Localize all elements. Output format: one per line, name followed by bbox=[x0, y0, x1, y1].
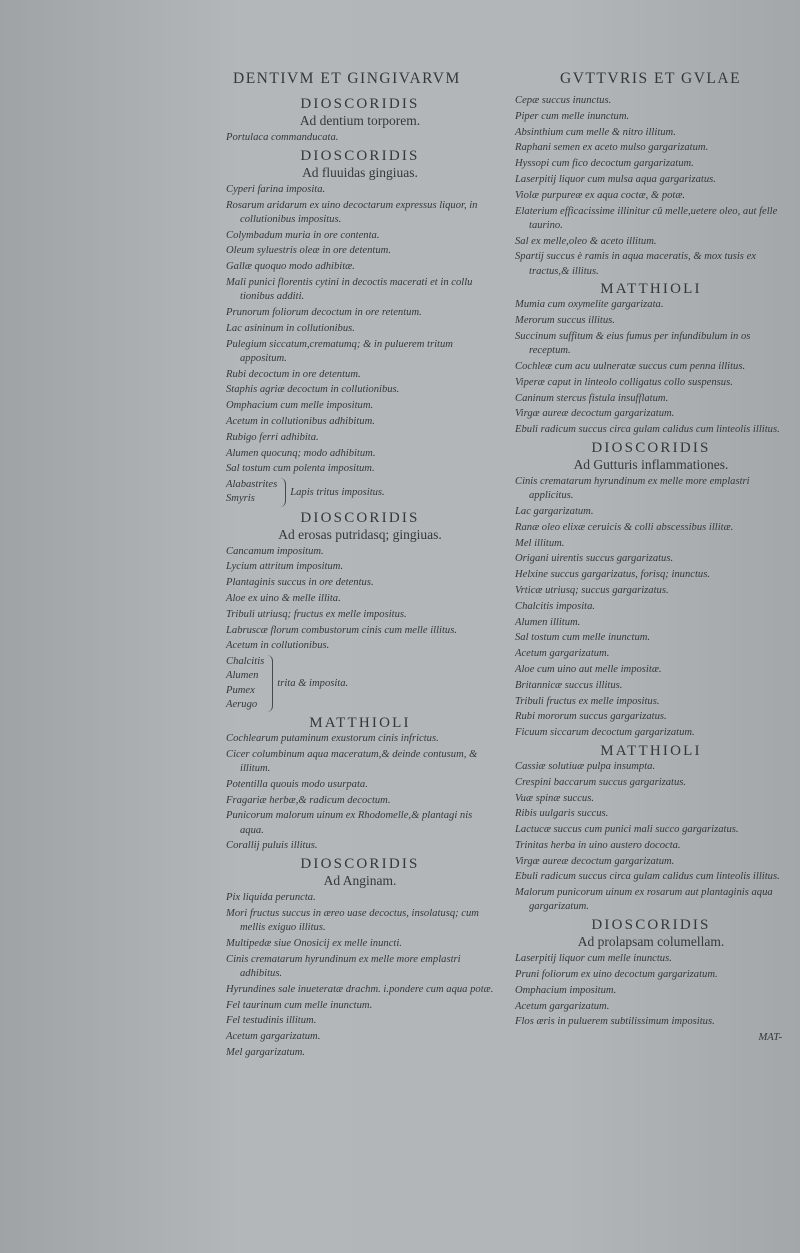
section-title: DIOSCORIDIS bbox=[591, 439, 711, 456]
remedy-entry: Cancamum impositum. bbox=[226, 545, 324, 557]
remedy-entry: Vrticæ utriusq; succus gargarizatus. bbox=[515, 584, 669, 596]
remedy-entry: Acetum gargarizatum. bbox=[226, 1031, 321, 1043]
remedy-entry: Violæ purpureæ ex aqua coctæ, & potæ. bbox=[515, 189, 686, 201]
remedy-entry: Acetum gargarizatum. bbox=[515, 648, 610, 660]
brace-item: Alumen bbox=[226, 670, 259, 682]
section-subtitle: Ad prolapsam columellam. bbox=[577, 934, 725, 950]
brace-result: trita & imposita. bbox=[277, 678, 349, 690]
remedy-entry: Mel illitum. bbox=[515, 537, 565, 549]
remedy-entry: Portulaca commanducata. bbox=[226, 132, 339, 143]
remedy-entry: Rubi decoctum in ore detentum. bbox=[226, 368, 361, 380]
remedy-entry: Tribuli utriusq; fructus ex melle impositus. bbox=[226, 608, 407, 620]
remedy-entry: Origani uirentis succus gargarizatus. bbox=[515, 553, 674, 565]
remedy-entry: Corallij puluis illitus. bbox=[226, 840, 318, 852]
brace-items bbox=[226, 655, 264, 712]
remedy-entry: Potentilla quouis modo usurpata. bbox=[226, 778, 368, 790]
remedy-entry: Mori fructus succus in æreo uase decoctus, insolatusq; cum mellis exiguo illitus. bbox=[226, 907, 479, 934]
remedy-entry: Flos æris in puluerem subtilissimum impositus. bbox=[515, 1016, 715, 1028]
section-title: DIOSCORIDIS bbox=[300, 509, 420, 526]
remedy-entry: Cinis crematarum hyrundinum ex melle more emplastri applicitus. bbox=[515, 475, 750, 502]
remedy-entry: Piper cum melle inunctum. bbox=[515, 110, 630, 122]
section-title: MATTHIOLI bbox=[600, 281, 702, 298]
remedy-entry: Alumen illitum. bbox=[515, 616, 581, 628]
remedy-entry: Laserpitij liquor cum mulsa aqua gargarizatus. bbox=[515, 173, 716, 185]
remedy-entry: Aloe cum uino aut melle impositæ. bbox=[515, 663, 662, 675]
brace-icon bbox=[279, 478, 286, 506]
running-head-left: DENTIVM ET GINGIVARVM bbox=[233, 70, 461, 87]
remedy-entry: Tribuli fructus ex melle impositus. bbox=[515, 695, 660, 707]
left-column bbox=[226, 94, 494, 1062]
remedy-entry: Sal tostum cum polenta impositum. bbox=[226, 463, 375, 475]
brace-group bbox=[226, 655, 494, 712]
remedy-entry: Mumia cum oxymelite gargarizata. bbox=[515, 299, 664, 311]
remedy-entry: Alumen quocunq; modo adhibitum. bbox=[226, 447, 376, 459]
section-subtitle: Ad Anginam. bbox=[323, 873, 397, 889]
remedy-entry: Viperæ caput in linteolo colligatus collo suspensus. bbox=[515, 376, 733, 388]
remedy-entry: Acetum in collutionibus. bbox=[226, 640, 330, 652]
brace-item: Aerugo bbox=[226, 698, 258, 710]
remedy-entry: Fel testudinis illitum. bbox=[226, 1015, 317, 1027]
remedy-entry: Staphis agriæ decoctum in collutionibus. bbox=[226, 384, 400, 396]
remedy-entry: Mel gargarizatum. bbox=[226, 1046, 306, 1058]
remedy-entry: Cicer columbinum aqua maceratum,& deinde contusum, & illitum. bbox=[226, 748, 478, 774]
remedy-entry: Hyrundines sale inueteratæ drachm. i.pondere cum aqua potæ. bbox=[226, 983, 494, 995]
remedy-entry: Crespini baccarum succus gargarizatus. bbox=[515, 776, 687, 788]
remedy-entry: Acetum in collutionibus adhibitum. bbox=[226, 415, 375, 427]
remedy-entry: Oleum syluestris oleæ in ore detentum. bbox=[226, 245, 391, 257]
section-subtitle: Ad Gutturis inflammationes. bbox=[573, 456, 729, 472]
remedy-entry: Ebuli radicum succus circa gulam calidus cum linteolis illitus. bbox=[515, 871, 780, 883]
remedy-entry: Spartij succus è ramis in aqua maceratis, & mox tusis ex tractus,& illitus. bbox=[515, 251, 756, 277]
remedy-entry: Pix liquida peruncta. bbox=[226, 892, 316, 904]
remedy-entry: Punicorum malorum uinum ex Rhodomelle,& plantagi nis aqua. bbox=[226, 810, 473, 836]
remedy-entry: Fel taurinum cum melle inunctum. bbox=[226, 999, 373, 1011]
remedy-entry: Plantaginis succus in ore detentus. bbox=[226, 577, 374, 589]
remedy-entry: Ebuli radicum succus circa gulam calidus cum linteolis illitus. bbox=[515, 424, 780, 436]
brace-item: Chalcitis bbox=[226, 656, 265, 668]
remedy-entry: Labruscæ florum combustorum cinis cum melle illitus. bbox=[226, 624, 457, 636]
remedy-entry: Sal tostum cum melle inunctum. bbox=[515, 632, 651, 644]
section-subtitle: Ad erosas putridasq; gingiuas. bbox=[278, 526, 442, 542]
remedy-entry: Mali punici florentis cytini in decoctis macerati et in collu tionibus additi. bbox=[226, 276, 473, 303]
remedy-entry: Rosarum aridarum ex uino decoctarum expressus liquor, in collutionibus impositus. bbox=[226, 199, 478, 225]
remedy-entry: Acetum gargarizatum. bbox=[515, 1000, 610, 1012]
remedy-entry: Helxine succus gargarizatus, forisq; inunctus. bbox=[515, 569, 710, 581]
remedy-entry: Cochleæ cum acu uulneratæ succus cum penna illitus. bbox=[515, 360, 746, 372]
remedy-entry: Pruni foliorum ex uino decoctum gargarizatum. bbox=[515, 969, 718, 981]
brace-icon bbox=[266, 655, 273, 712]
section-title: DIOSCORIDIS bbox=[300, 856, 420, 873]
brace-item: Smyris bbox=[226, 493, 255, 505]
remedy-entry: Sal ex melle,oleo & aceto illitum. bbox=[515, 235, 657, 247]
remedy-entry: Cassiæ solutiuæ pulpa insumpta. bbox=[515, 760, 656, 772]
remedy-entry: Succinum suffitum & eius fumus per infundibulum in os receptum. bbox=[515, 330, 751, 357]
remedy-entry: Laserpitij liquor cum melle inunctus. bbox=[515, 953, 672, 965]
brace-items bbox=[226, 478, 277, 506]
section-subtitle: Ad dentium torporem. bbox=[299, 113, 421, 128]
remedy-entry: Lactucæ succus cum punici mali succo gargarizatus. bbox=[515, 824, 739, 836]
section-title: MATTHIOLI bbox=[600, 742, 702, 759]
brace-group bbox=[226, 478, 494, 506]
remedy-entry: Multipedæ siue Onosicij ex melle inuncti. bbox=[226, 937, 402, 949]
remedy-entry: Elaterium efficacissime illinitur cū melle,uetere oleo, aut felle taurino. bbox=[515, 205, 778, 231]
remedy-entry: Lac gargarizatum. bbox=[515, 505, 594, 517]
brace-result: Lapis tritus impositus. bbox=[290, 486, 385, 498]
remedy-entry: Gallæ quoquo modo adhibitæ. bbox=[226, 261, 355, 273]
remedy-entry: Virgæ aureæ decoctum gargarizatum. bbox=[515, 855, 675, 867]
remedy-entry: Ribis uulgaris succus. bbox=[515, 808, 609, 820]
section-subtitle: Ad fluuidas gingiuas. bbox=[302, 164, 418, 180]
remedy-entry: Ranæ oleo elixæ ceruicis & colli abscessibus illitæ. bbox=[515, 521, 734, 533]
remedy-entry: Britannicæ succus illitus. bbox=[515, 679, 623, 691]
remedy-entry: Caninum stercus fistula insufflatum. bbox=[515, 392, 669, 404]
remedy-entry: Chalcitis imposita. bbox=[515, 600, 596, 612]
remedy-entry: Cochlearum putaminum exustorum cinis infrictus. bbox=[226, 732, 439, 744]
remedy-entry: Omphacium cum melle impositum. bbox=[226, 400, 374, 412]
remedy-entry: Fragariæ herbæ,& radicum decoctum. bbox=[226, 794, 391, 806]
remedy-entry: Malorum punicorum uinum ex rosarum aut plantaginis aqua gargarizatum. bbox=[515, 887, 773, 913]
remedy-entry: Merorum succus illitus. bbox=[515, 315, 615, 327]
remedy-entry: Lac asininum in collutionibus. bbox=[226, 322, 355, 334]
remedy-entry: Rubigo ferri adhibita. bbox=[226, 431, 319, 443]
remedy-entry: Rubi mororum succus gargarizatus. bbox=[515, 711, 667, 723]
section-title: DIOSCORIDIS bbox=[300, 147, 420, 164]
remedy-entry: Hyssopi cum fico decoctum gargarizatum. bbox=[515, 158, 694, 170]
remedy-entry: Omphacium impositum. bbox=[515, 984, 617, 996]
remedy-entry: Trinitas herba in uino austero dococta. bbox=[515, 839, 681, 851]
section-title: DIOSCORIDIS bbox=[591, 917, 711, 934]
remedy-entry: Ficuum siccarum decoctum gargarizatum. bbox=[515, 727, 695, 739]
remedy-entry: Virgæ aureæ decoctum gargarizatum. bbox=[515, 408, 675, 420]
remedy-entry: Cyperi farina imposita. bbox=[226, 183, 326, 195]
brace-item: Pumex bbox=[226, 684, 255, 696]
right-column bbox=[515, 94, 787, 1031]
running-head-right: GVTTVRIS ET GVLAE bbox=[560, 70, 742, 87]
remedy-entry: Raphani semen ex aceto mulso gargarizatum. bbox=[515, 142, 709, 154]
remedy-entry: Prunorum foliorum decoctum in ore retentum. bbox=[226, 306, 422, 318]
remedy-entry: Cinis crematarum hyrundinum ex melle more emplastri adhibitus. bbox=[226, 953, 461, 979]
remedy-entry: Lycium attritum impositum. bbox=[226, 561, 344, 573]
remedy-entry: Absinthium cum melle & nitro illitum. bbox=[515, 126, 676, 138]
section-title: DIOSCORIDIS bbox=[300, 96, 420, 112]
remedy-entry: Vuæ spinæ succus. bbox=[515, 792, 594, 804]
catchword: MAT- bbox=[758, 1032, 782, 1043]
remedy-entry: Colymbadum muria in ore contenta. bbox=[226, 229, 380, 241]
remedy-entry: Cepæ succus inunctus. bbox=[515, 95, 612, 106]
remedy-entry: Aloe ex uino & melle illita. bbox=[226, 592, 341, 604]
remedy-entry: Pulegium siccatum,crematumq; & in puluerem tritum appositum. bbox=[226, 338, 453, 364]
section-title: MATTHIOLI bbox=[309, 714, 411, 731]
brace-item: Alabastrites bbox=[226, 479, 278, 491]
